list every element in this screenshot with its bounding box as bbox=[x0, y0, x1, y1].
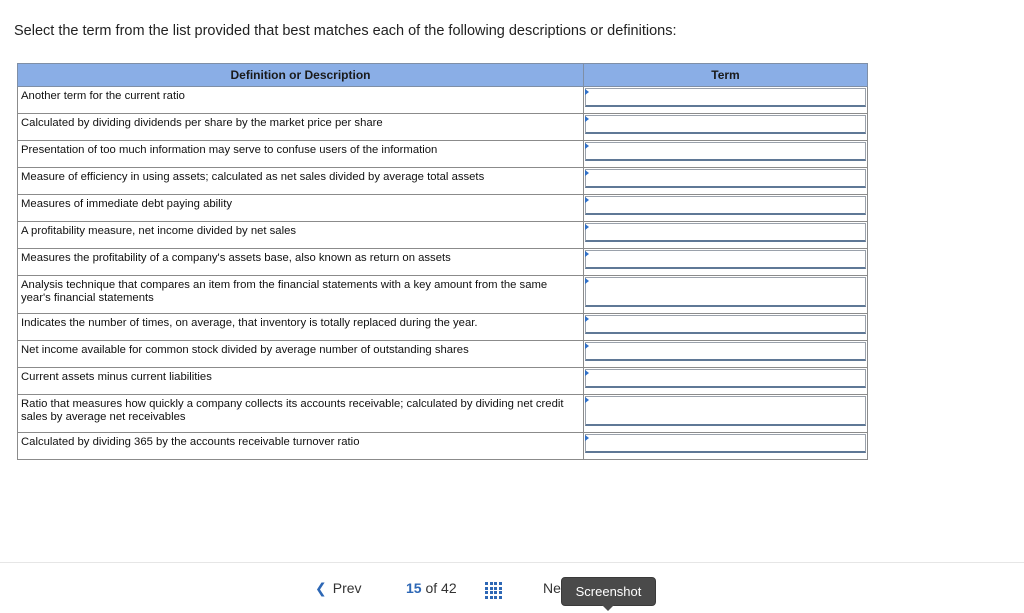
term-cell bbox=[584, 222, 868, 249]
term-dropdown[interactable] bbox=[585, 223, 866, 242]
table-row bbox=[18, 87, 868, 114]
row-description: Net income available for common stock divided by average number of outstanding shares bbox=[18, 341, 584, 368]
term-cell bbox=[584, 114, 868, 141]
dropdown-marker-icon bbox=[585, 143, 589, 149]
table-row bbox=[18, 395, 868, 433]
term-cell bbox=[584, 368, 868, 395]
question-grid-icon[interactable] bbox=[485, 582, 502, 599]
term-cell bbox=[584, 249, 868, 276]
row-description: Ratio that measures how quickly a company collects its accounts receivable; calculated by dividing net credit sales by average net receivables bbox=[18, 395, 584, 433]
row-description: Measures the profitability of a company's assets base, also known as return on assets bbox=[18, 249, 584, 276]
table-row bbox=[18, 249, 868, 276]
header-definition: Definition or Description bbox=[18, 64, 584, 87]
table-header-row bbox=[18, 64, 868, 87]
term-dropdown[interactable] bbox=[585, 142, 866, 161]
term-dropdown[interactable] bbox=[585, 250, 866, 269]
table-row bbox=[18, 168, 868, 195]
table-row bbox=[18, 141, 868, 168]
table-row bbox=[18, 222, 868, 249]
dropdown-marker-icon bbox=[585, 370, 589, 376]
table-row bbox=[18, 314, 868, 341]
term-dropdown[interactable] bbox=[585, 169, 866, 188]
row-description: Calculated by dividing 365 by the accounts receivable turnover ratio bbox=[18, 433, 584, 460]
prev-label: Prev bbox=[332, 580, 362, 596]
instruction-text: Select the term from the list provided that best matches each of the following descriptions or definitions: bbox=[14, 23, 677, 39]
row-description: Presentation of too much information may serve to confuse users of the information bbox=[18, 141, 584, 168]
dropdown-marker-icon bbox=[585, 170, 589, 176]
row-description: Measure of efficiency in using assets; calculated as net sales divided by average total assets bbox=[18, 168, 584, 195]
term-cell bbox=[584, 141, 868, 168]
term-cell bbox=[584, 314, 868, 341]
table-row bbox=[18, 114, 868, 141]
term-dropdown[interactable] bbox=[585, 315, 866, 334]
term-dropdown[interactable] bbox=[585, 434, 866, 453]
matching-table bbox=[17, 63, 868, 460]
term-cell bbox=[584, 195, 868, 222]
chevron-left-icon: ❮ bbox=[315, 580, 327, 596]
current-page: 15 bbox=[406, 580, 422, 596]
term-dropdown[interactable] bbox=[585, 369, 866, 388]
row-description: Indicates the number of times, on average, that inventory is totally replaced during the year. bbox=[18, 314, 584, 341]
dropdown-marker-icon bbox=[585, 251, 589, 257]
navigation-footer bbox=[0, 562, 1024, 613]
term-dropdown[interactable] bbox=[585, 88, 866, 107]
dropdown-marker-icon bbox=[585, 397, 589, 403]
term-cell bbox=[584, 87, 868, 114]
row-description: Another term for the current ratio bbox=[18, 87, 584, 114]
next-button[interactable]: Ne bbox=[543, 580, 561, 596]
row-description: Current assets minus current liabilities bbox=[18, 368, 584, 395]
dropdown-marker-icon bbox=[585, 197, 589, 203]
term-dropdown[interactable] bbox=[585, 342, 866, 361]
dropdown-marker-icon bbox=[585, 278, 589, 284]
table-row bbox=[18, 341, 868, 368]
dropdown-marker-icon bbox=[585, 89, 589, 95]
term-cell bbox=[584, 433, 868, 460]
row-description: Calculated by dividing dividends per share by the market price per share bbox=[18, 114, 584, 141]
table-row bbox=[18, 276, 868, 314]
dropdown-marker-icon bbox=[585, 316, 589, 322]
row-description: Analysis technique that compares an item from the financial statements with a key amount from the same year's financial statements bbox=[18, 276, 584, 314]
term-cell bbox=[584, 341, 868, 368]
table-row bbox=[18, 433, 868, 460]
page-indicator bbox=[406, 580, 457, 596]
dropdown-marker-icon bbox=[585, 435, 589, 441]
term-dropdown[interactable] bbox=[585, 196, 866, 215]
term-dropdown[interactable] bbox=[585, 115, 866, 134]
row-description: A profitability measure, net income divided by net sales bbox=[18, 222, 584, 249]
header-term: Term bbox=[584, 64, 868, 87]
screenshot-tooltip: Screenshot bbox=[561, 577, 656, 606]
total-pages: 42 bbox=[441, 580, 457, 596]
dropdown-marker-icon bbox=[585, 224, 589, 230]
prev-button[interactable] bbox=[315, 580, 362, 597]
term-cell bbox=[584, 276, 868, 314]
dropdown-marker-icon bbox=[585, 116, 589, 122]
table-row bbox=[18, 368, 868, 395]
row-description: Measures of immediate debt paying ability bbox=[18, 195, 584, 222]
term-dropdown[interactable] bbox=[585, 277, 866, 307]
dropdown-marker-icon bbox=[585, 343, 589, 349]
table-row bbox=[18, 195, 868, 222]
term-cell bbox=[584, 168, 868, 195]
term-cell bbox=[584, 395, 868, 433]
of-label: of bbox=[425, 580, 438, 596]
term-dropdown[interactable] bbox=[585, 396, 866, 426]
